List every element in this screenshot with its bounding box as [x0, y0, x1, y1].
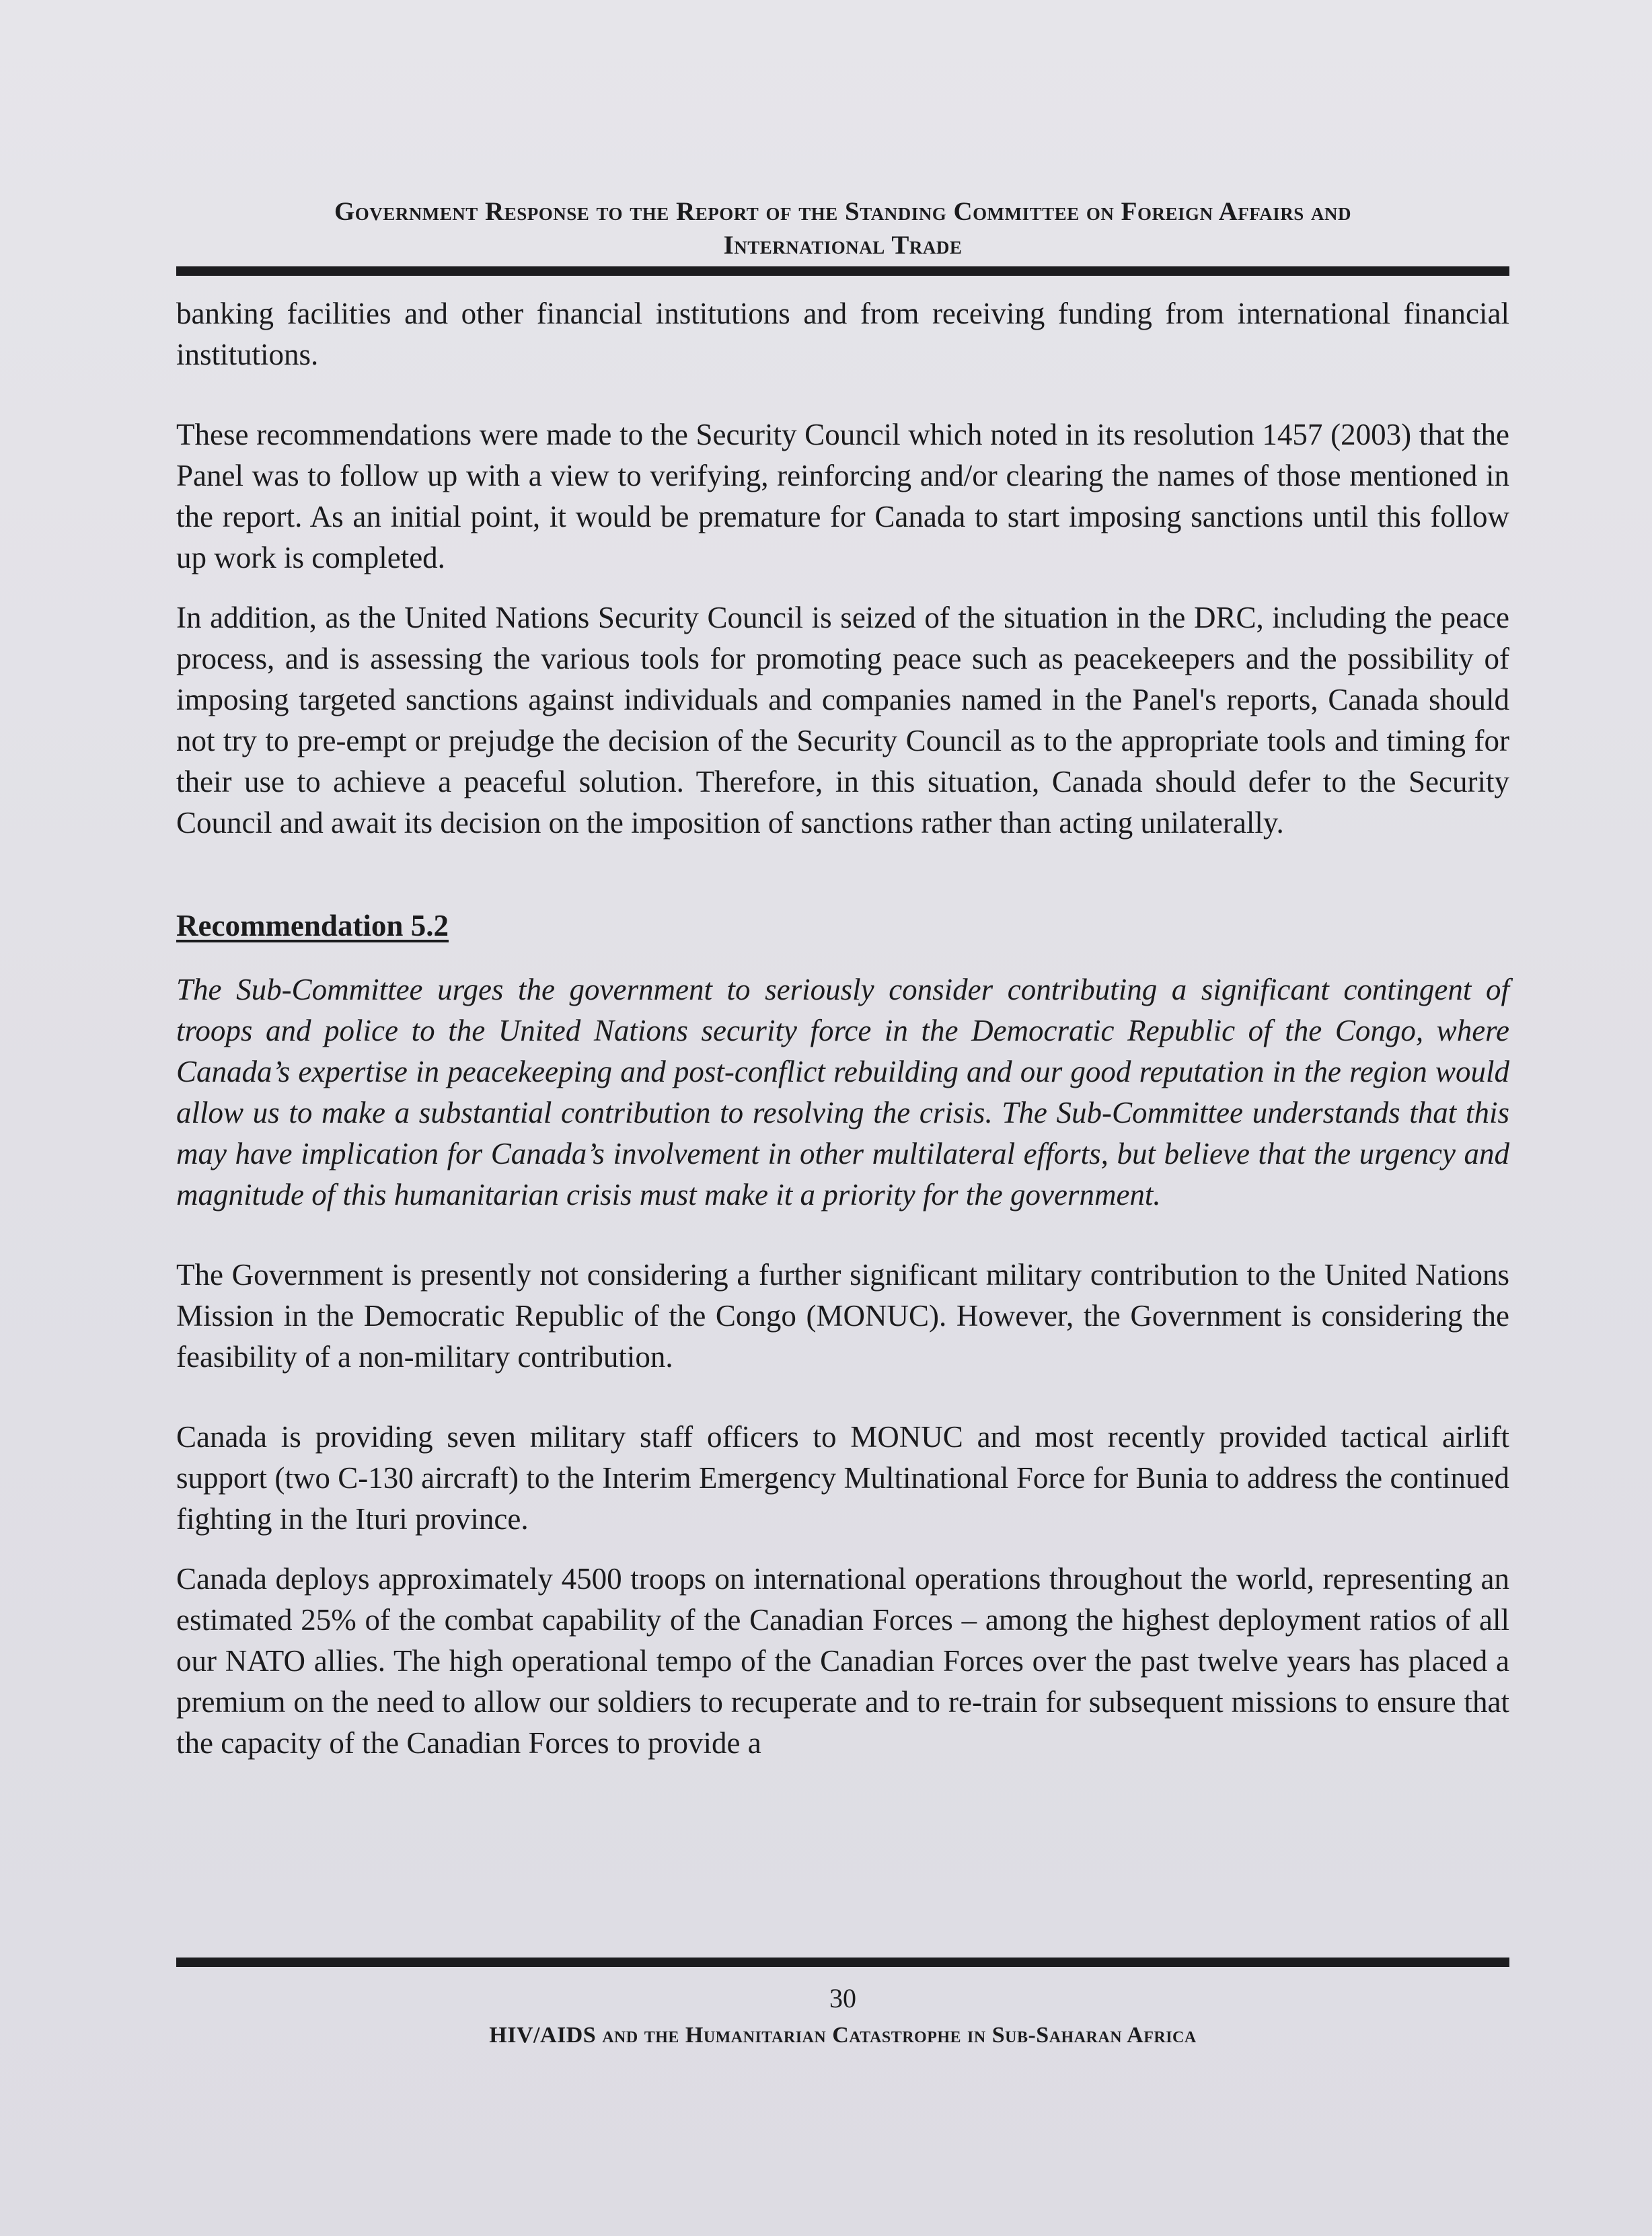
page-body	[176, 293, 1509, 1764]
paragraph-troop-deployment: Canada deploys approximately 4500 troops on international operations throughout the world, representing an estimated 25% of the combat capability of the Canadian Forces – among the highest deployment ratios of all our NATO allies. The high operational tempo of the Canadian Forces over the past twelve years has placed a premium on the need to allow our soldiers to recuperate and to re-train for subsequent missions to ensure that the capacity of the Canadian Forces to provide a	[176, 1562, 1509, 1760]
recommendation-text: The Sub-Committee urges the government to seriously consider contributing a significant contingent of troops and police to the United Nations security force in the Democratic Republic of the Congo, where Canada’s expertise in peacekeeping and post-conflict rebuilding and our good reputation in the region would allow us to make a substantial contribution to resolving the crisis. The Sub-Committee understands that this may have implication for Canada’s involvement in other multilateral efforts, but believe that the urgency and magnitude of this humanitarian crisis must make it a priority for the government.	[176, 973, 1509, 1212]
paragraph-defer-to-security-council: In addition, as the United Nations Security Council is seized of the situation in the DRC, including the peace process, and is assessing the various tools for promoting peace such as peacekeepers and the possibility of imposing targeted sanctions against individuals and companies named in the Panel's reports, Canada should not try to pre-empt or prejudge the decision of the Security Council as to the appropriate tools and timing for their use to achieve a peaceful solution. Therefore, in this situation, Canada should defer to the Security Council and await its decision on the imposition of sanctions rather than acting unilaterally.	[176, 601, 1509, 840]
recommendation-heading-text: Recommendation 5.2	[176, 909, 449, 942]
paragraph-banking: banking facilities and other financial institutions and from receiving funding from international financial institutions.	[176, 297, 1509, 371]
running-header	[176, 195, 1509, 262]
footer-rule	[176, 1958, 1509, 1967]
running-footer: HIV/AIDS and the Humanitarian Catastrophe in Sub-Saharan Africa	[489, 2023, 1197, 2048]
running-header-line-1: Government Response to the Report of the Standing Committee on Foreign Affairs and	[334, 197, 1352, 226]
paragraph-recommendations-security-council: These recommendations were made to the Security Council which noted in its resolution 1457 (2003) that the Panel was to follow up with a view to verifying, reinforcing and/or clearing the names of those mentioned in the report. As an initial point, it would be premature for Canada to start imposing sanctions until this follow up work is completed.	[176, 418, 1509, 574]
running-header-line-2: International Trade	[723, 231, 963, 260]
recommendation-heading	[176, 905, 1509, 946]
page-number: 30	[829, 1983, 856, 2013]
paragraph-government-response: The Government is presently not considering a further significant military contribution to the United Nations Mission in the Democratic Republic of the Congo (MONUC). However, the Government is considering the feasibility of a non-military contribution.	[176, 1258, 1509, 1374]
paragraph-military-staff-officers: Canada is providing seven military staff officers to MONUC and most recently provided tactical airlift support (two C-130 aircraft) to the Interim Emergency Multinational Force for Bunia to address the continued fighting in the Ituri province.	[176, 1420, 1509, 1536]
header-rule	[176, 266, 1509, 276]
